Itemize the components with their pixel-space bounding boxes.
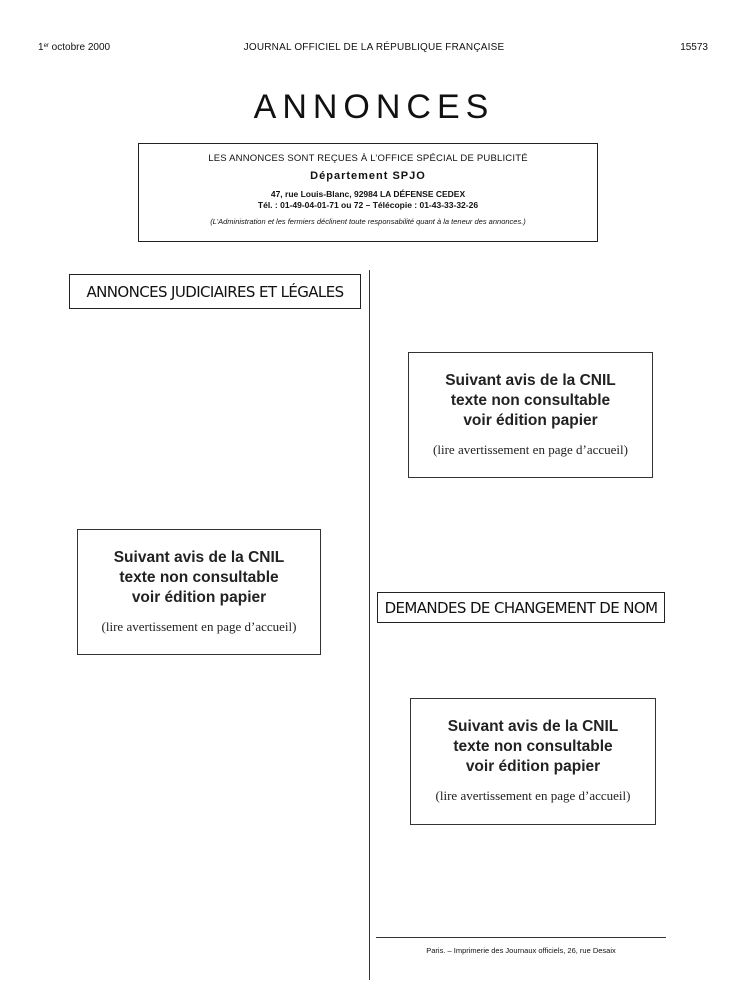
info-address: 47, rue Louis-Blanc, 92984 LA DÉFENSE CEDEX — [270, 189, 466, 199]
issue-date-rest: octobre 2000 — [48, 42, 111, 53]
section-heading-judicial-label: ANNONCES JUDICIAIRES ET LÉGALES — [86, 282, 344, 301]
issue-date-ordinal: er — [43, 43, 49, 49]
cnil-notice-bottom-right — [410, 698, 656, 825]
cnil-notice-line1: Suivant avis de la CNIL — [447, 718, 619, 735]
section-heading-judicial — [69, 274, 361, 309]
cnil-notice-note: (lire avertissement en page d’accueil) — [433, 442, 628, 457]
cnil-notice-line1: Suivant avis de la CNIL — [113, 549, 285, 566]
cnil-notice-line2: texte non consultable — [453, 738, 613, 755]
footer-rule — [376, 937, 666, 938]
info-phone: Tél. : 01-49-04-01-71 ou 72 – Télécopie : 01-43-33-32-26 — [257, 200, 479, 210]
cnil-notice-note: (lire avertissement en page d’accueil) — [101, 619, 297, 634]
issue-date-day: 1 — [38, 42, 44, 53]
info-receipt-line: LES ANNONCES SONT REÇUES À L’OFFICE SPÉCIAL DE PUBLICITÉ — [208, 153, 528, 164]
cnil-notice-text — [409, 371, 652, 431]
cnil-notice-top-right — [408, 352, 653, 478]
cnil-notice-left — [77, 529, 321, 655]
cnil-notice-line2: texte non consultable — [119, 569, 279, 586]
cnil-notice-line3: voir édition papier — [463, 412, 598, 429]
cnil-notice-note: (lire avertissement en page d’accueil) — [435, 788, 631, 803]
cnil-notice-line1: Suivant avis de la CNIL — [445, 372, 616, 389]
journal-title: JOURNAL OFFICIEL DE LA RÉPUBLIQUE FRANÇAISE — [243, 42, 505, 53]
cnil-notice-text — [78, 548, 320, 608]
cnil-notice-line3: voir édition papier — [131, 589, 267, 606]
section-heading-name-change-label: DEMANDES DE CHANGEMENT DE NOM — [384, 598, 658, 617]
info-disclaimer: (L’Administration et les fermiers déclinent toute responsabilité quant à la teneur des annonces.) — [210, 217, 526, 226]
page-title: ANNONCES — [253, 88, 495, 126]
cnil-notice-text — [411, 717, 655, 777]
info-box — [138, 143, 598, 242]
cnil-notice-line2: texte non consultable — [450, 392, 611, 409]
cnil-notice-line3: voir édition papier — [465, 758, 601, 775]
column-divider — [369, 270, 370, 980]
printer-imprint: Paris. – Imprimerie des Journaux officiels, 26, rue Desaix — [426, 946, 616, 955]
page-number: 15573 — [680, 42, 708, 53]
info-department: Département SPJO — [310, 170, 426, 182]
section-heading-name-change — [377, 592, 665, 623]
